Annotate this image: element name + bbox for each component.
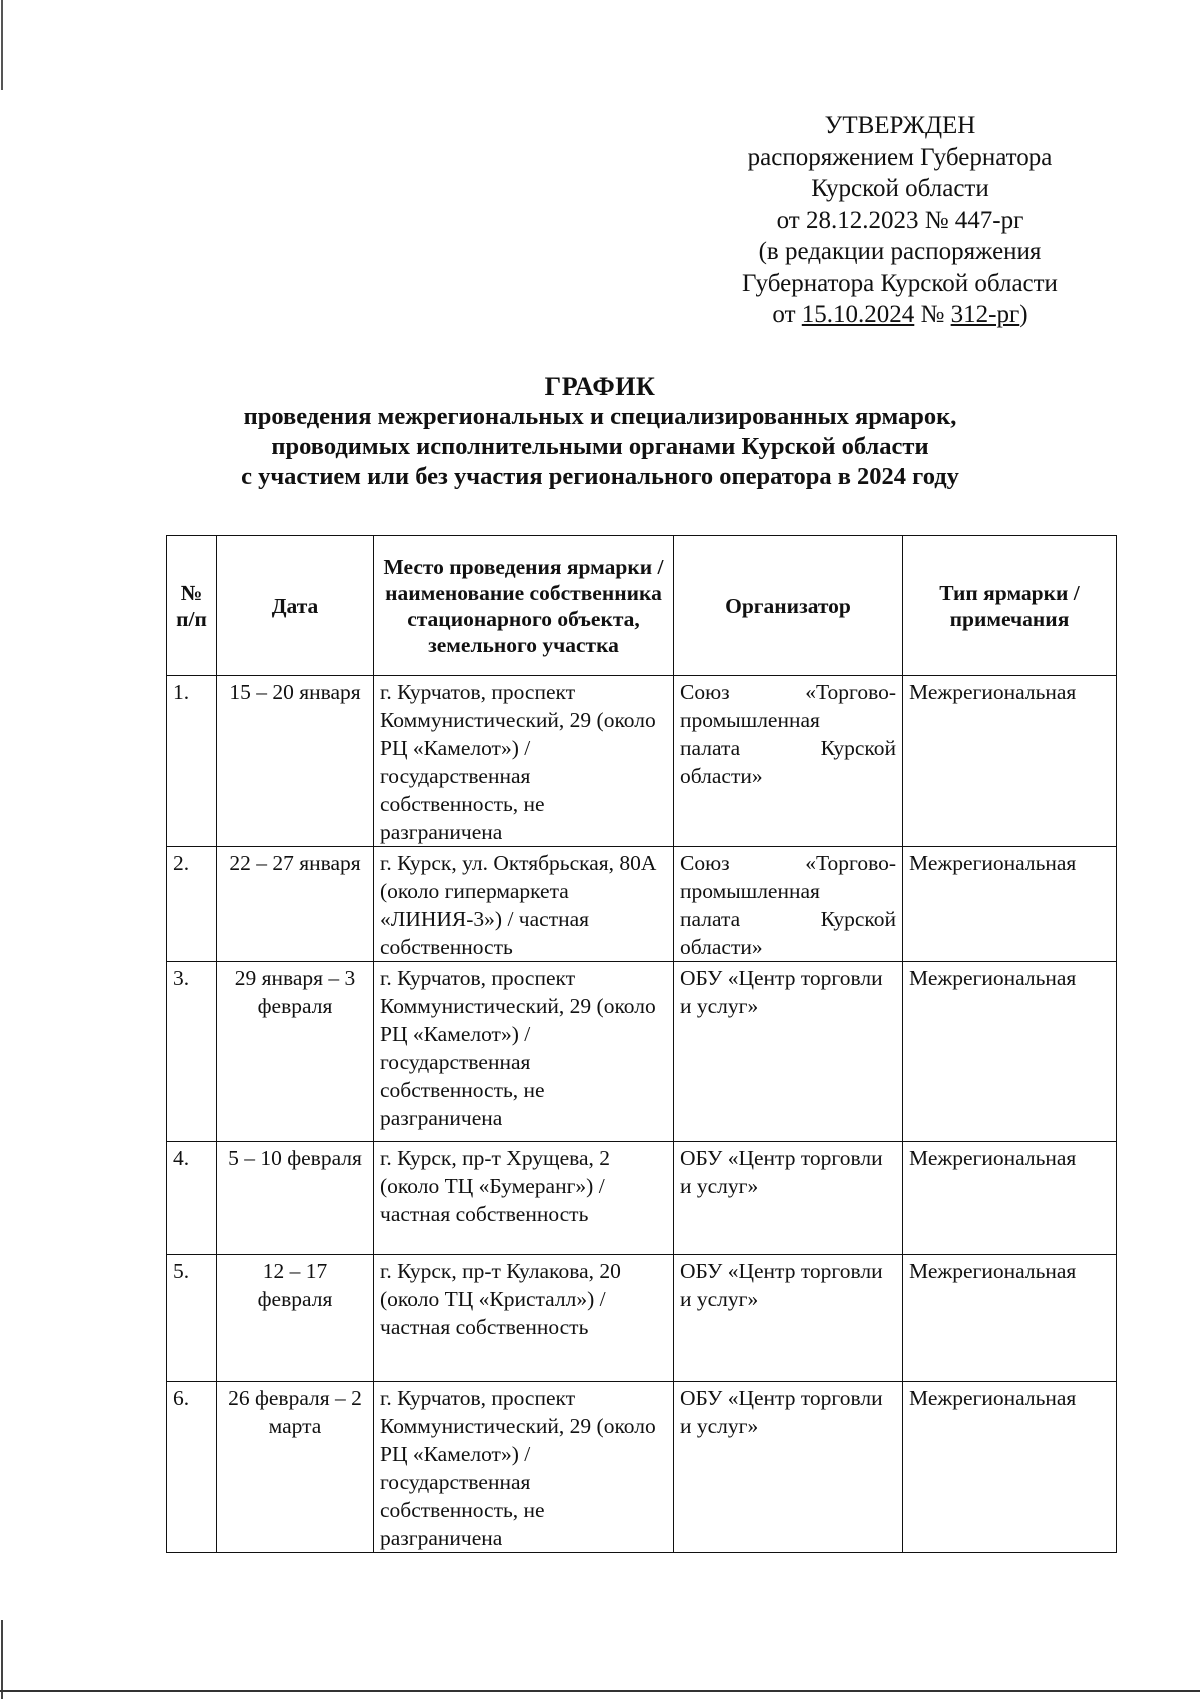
- org-line: [680, 734, 896, 762]
- approval-line: УТВЕРЖДЕН: [824, 112, 976, 139]
- cell-place: г. Курск, ул. Октябрьская, 80А (около гипермаркета «ЛИНИЯ-3») / частная собственность: [374, 847, 674, 962]
- org-word: Союз: [680, 680, 730, 704]
- cell-organizer: ОБУ «Центр торговли и услуг»: [674, 962, 903, 1142]
- cell-date: 15 – 20 января: [217, 676, 374, 847]
- cell-date: 12 – 17 февраля: [217, 1255, 374, 1382]
- cell-place: г. Курск, пр-т Кулакова, 20 (около ТЦ «Кристалл») / частная собственность: [374, 1255, 674, 1382]
- document-title: [150, 372, 1050, 492]
- table-row: [167, 847, 1117, 962]
- cell-type: Межрегиональная: [903, 1255, 1117, 1382]
- scan-edge-bottom: [0, 1690, 1200, 1692]
- org-word: промышленная: [680, 879, 820, 903]
- table-row: [167, 962, 1117, 1142]
- cell-type: Межрегиональная: [903, 962, 1117, 1142]
- cell-num: 4.: [167, 1142, 217, 1255]
- header-type: Тип ярмарки / примечания: [903, 536, 1117, 676]
- header-date: Дата: [217, 536, 374, 676]
- org-word: палата: [680, 907, 741, 931]
- approval-stamp: [690, 110, 1110, 331]
- cell-date: 29 января – 3 февраля: [217, 962, 374, 1142]
- header-num: № п/п: [167, 536, 217, 676]
- cell-place: г. Курчатов, проспект Коммунистический, 29 (около РЦ «Камелот») / государственная собственность, не разграничена: [374, 962, 674, 1142]
- cell-num: 5.: [167, 1255, 217, 1382]
- cell-organizer: ОБУ «Центр торговли и услуг»: [674, 1255, 903, 1382]
- title-line: проводимых исполнительными органами Курской области: [271, 433, 929, 460]
- approval-line: Губернатора Курской области: [742, 269, 1058, 297]
- cell-type: Межрегиональная: [903, 847, 1117, 962]
- table-row: [167, 1255, 1117, 1382]
- cell-num: 1.: [167, 676, 217, 847]
- org-word: «Торгово-: [805, 851, 896, 875]
- org-word: области»: [680, 764, 763, 788]
- approval-line-last: [690, 299, 1110, 331]
- approval-line: Курской области: [811, 175, 989, 202]
- title-heading: ГРАФИК: [544, 372, 656, 401]
- cell-organizer: ОБУ «Центр торговли и услуг»: [674, 1382, 903, 1553]
- org-word: промышленная: [680, 708, 820, 732]
- approval-suffix: ): [1019, 301, 1028, 328]
- org-line: [680, 905, 896, 933]
- cell-date: 22 – 27 января: [217, 847, 374, 962]
- org-word: «Торгово-: [805, 680, 896, 704]
- org-word: Курской: [820, 907, 896, 931]
- cell-place: г. Курск, пр-т Хрущева, 2 (около ТЦ «Бумеранг») / частная собственность: [374, 1142, 674, 1255]
- org-line: [680, 678, 896, 706]
- cell-organizer: [674, 676, 903, 847]
- cell-type: Межрегиональная: [903, 676, 1117, 847]
- cell-organizer: [674, 847, 903, 962]
- cell-type: Межрегиональная: [903, 1382, 1117, 1553]
- org-word: Курской: [820, 736, 896, 760]
- title-line: проведения межрегиональных и специализированных ярмарок,: [243, 403, 957, 430]
- org-line: [680, 849, 896, 877]
- org-word: области»: [680, 935, 763, 959]
- approval-line: распоряжением Губернатора: [747, 143, 1053, 171]
- table-row: [167, 676, 1117, 847]
- amendment-date: 15.10.2024: [801, 301, 915, 328]
- approval-prefix: от: [772, 301, 802, 328]
- table-header-row: [167, 536, 1117, 676]
- header-place: Место проведения ярмарки / наименование собственника стационарного объекта, земельного участка: [374, 536, 674, 676]
- title-line: с участием или без участия регионального оператора в 2024 году: [241, 463, 959, 490]
- header-organizer: Организатор: [674, 536, 903, 676]
- table-row: [167, 1382, 1117, 1553]
- org-word: Союз: [680, 851, 730, 875]
- table-row: [167, 1142, 1117, 1255]
- approval-number-sign: №: [914, 301, 951, 328]
- cell-type: Межрегиональная: [903, 1142, 1117, 1255]
- cell-place: г. Курчатов, проспект Коммунистический, 29 (около РЦ «Камелот») / государственная собственность, не разграничена: [374, 676, 674, 847]
- cell-organizer: ОБУ «Центр торговли и услуг»: [674, 1142, 903, 1255]
- cell-date: 26 февраля – 2 марта: [217, 1382, 374, 1553]
- cell-num: 2.: [167, 847, 217, 962]
- cell-place: г. Курчатов, проспект Коммунистический, 29 (около РЦ «Камелот») / государственная собственность, не разграничена: [374, 1382, 674, 1553]
- cell-date: 5 – 10 февраля: [217, 1142, 374, 1255]
- approval-line: от 28.12.2023 № 447-рг: [776, 206, 1024, 234]
- approval-line: (в редакции распоряжения: [758, 238, 1042, 265]
- org-word: палата: [680, 736, 741, 760]
- amendment-number: 312-рг: [950, 301, 1020, 328]
- scan-edge-left: [1, 0, 3, 1699]
- schedule-table: [166, 535, 1117, 1553]
- cell-num: 3.: [167, 962, 217, 1142]
- cell-num: 6.: [167, 1382, 217, 1553]
